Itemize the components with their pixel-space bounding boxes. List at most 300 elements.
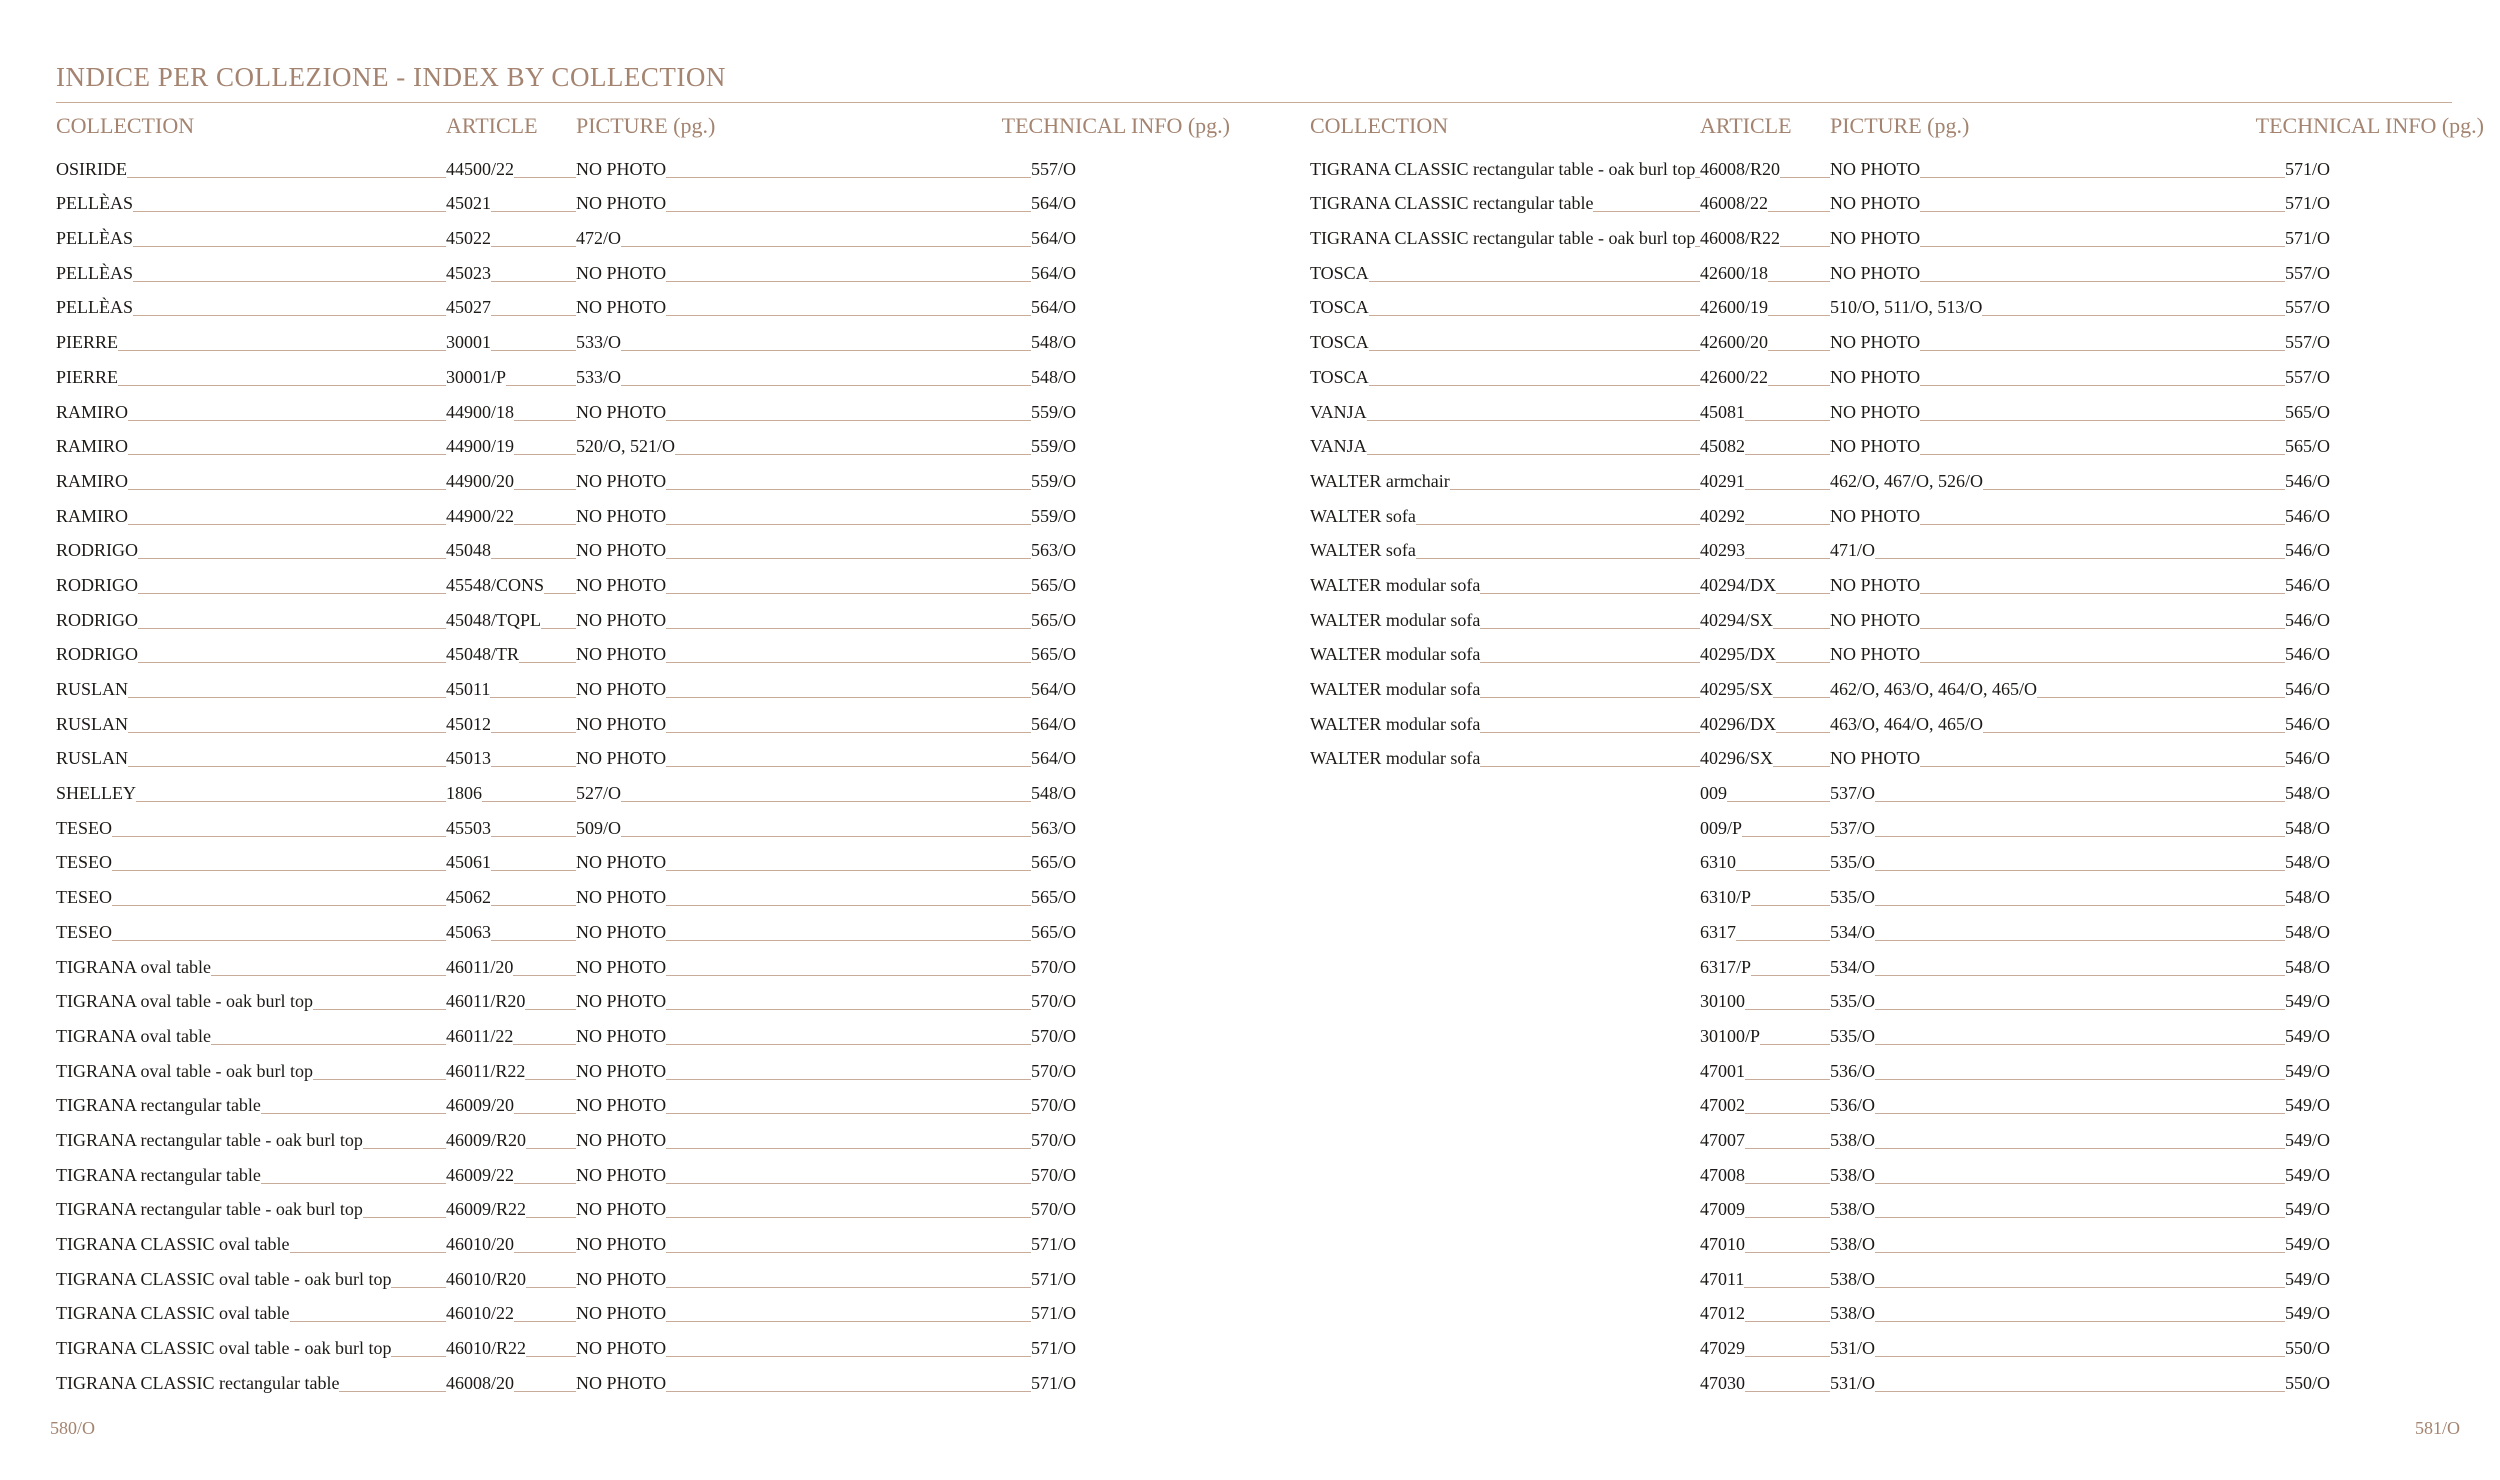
technical-info-text: 546/O bbox=[2285, 679, 2330, 699]
index-row bbox=[56, 285, 1078, 320]
technical-info-text: 549/O bbox=[2285, 1268, 2330, 1289]
cell-technical-info bbox=[2285, 401, 2332, 424]
index-row bbox=[56, 1360, 1078, 1395]
picture-text: 538/O bbox=[1830, 1268, 1875, 1289]
leader-line bbox=[1875, 870, 2285, 871]
leader-line bbox=[666, 420, 1031, 421]
picture-text: 535/O bbox=[1830, 1025, 1875, 1046]
picture-text: 535/O bbox=[1830, 852, 1875, 873]
leader-line bbox=[128, 524, 446, 525]
leader-line bbox=[1745, 1391, 1830, 1392]
collection-text: PIERRE bbox=[56, 332, 119, 353]
cell-picture bbox=[1830, 435, 2285, 458]
article-text: 6310 bbox=[1700, 852, 1736, 873]
cell-technical-info bbox=[2285, 331, 2332, 354]
technical-info-text: 549/O bbox=[2285, 1234, 2330, 1254]
cell-collection bbox=[1310, 1082, 1700, 1083]
cell-technical-info bbox=[1031, 227, 1078, 250]
collection-text: WALTER modular sofa bbox=[1310, 713, 1481, 734]
cell-article bbox=[1700, 470, 1830, 493]
article-text: 47001 bbox=[1700, 1060, 1745, 1081]
article-text: 44900/18 bbox=[446, 401, 515, 422]
collection-text: TIGRANA oval table bbox=[56, 956, 211, 977]
collection-text: TIGRANA CLASSIC oval table bbox=[56, 1303, 290, 1324]
cell-article bbox=[1700, 886, 1830, 909]
technical-info-text: 546/O bbox=[2285, 644, 2330, 665]
left-rows bbox=[56, 146, 1230, 1395]
column-headers bbox=[1310, 112, 2484, 144]
article-text: 46008/R22 bbox=[1700, 228, 1781, 249]
cell-technical-info bbox=[2285, 262, 2332, 285]
leader-line bbox=[1920, 454, 2285, 455]
cell-article bbox=[446, 435, 576, 458]
cell-collection bbox=[56, 192, 446, 215]
cell-collection bbox=[1310, 678, 1700, 701]
collection-text: TIGRANA CLASSIC rectangular table bbox=[56, 1372, 340, 1393]
leader-line bbox=[112, 905, 446, 906]
technical-info-text: 557/O bbox=[2285, 262, 2330, 283]
leader-line bbox=[1768, 385, 1830, 386]
cell-technical-info bbox=[1031, 1302, 1078, 1325]
leader-line bbox=[1875, 1287, 2285, 1288]
collection-text: TIGRANA oval table - oak burl top bbox=[56, 991, 313, 1012]
cell-picture bbox=[576, 435, 1031, 458]
cell-collection bbox=[56, 331, 446, 354]
cell-picture bbox=[1830, 1372, 2285, 1395]
collection-text: TOSCA bbox=[1310, 332, 1369, 353]
header-article: ARTICLE bbox=[446, 113, 538, 138]
leader-line bbox=[491, 766, 576, 767]
cell-picture bbox=[1830, 1025, 2285, 1048]
cell-technical-info bbox=[2285, 296, 2332, 319]
cell-collection bbox=[56, 1164, 446, 1187]
cell-collection bbox=[1310, 1047, 1700, 1048]
leader-line bbox=[290, 1252, 447, 1253]
leader-line bbox=[513, 1044, 576, 1045]
leader-line bbox=[1920, 593, 2285, 594]
article-text: 009/P bbox=[1700, 817, 1743, 838]
picture-text: NO PHOTO bbox=[576, 679, 667, 699]
cell-collection bbox=[1310, 978, 1700, 979]
leader-line bbox=[666, 1044, 1031, 1045]
cell-picture bbox=[1830, 990, 2285, 1013]
picture-text: NO PHOTO bbox=[576, 1095, 667, 1116]
leader-line bbox=[112, 870, 446, 871]
cell-picture bbox=[576, 643, 1031, 666]
cell-technical-info bbox=[1031, 435, 1078, 458]
index-row bbox=[56, 215, 1078, 250]
article-text: 46009/22 bbox=[446, 1164, 515, 1185]
collection-text: TESEO bbox=[56, 817, 112, 838]
cell-technical-info bbox=[2285, 227, 2332, 250]
leader-line bbox=[1369, 315, 1700, 316]
technical-info-text: 565/O bbox=[1031, 644, 1076, 665]
cell-article bbox=[1700, 192, 1830, 215]
article-text: 30100 bbox=[1700, 991, 1745, 1012]
article-text: 46010/22 bbox=[446, 1303, 515, 1324]
cell-collection bbox=[1310, 470, 1700, 493]
article-text: 40294/DX bbox=[1700, 574, 1776, 595]
collection-text: PELLÈAS bbox=[56, 193, 134, 214]
leader-line bbox=[675, 454, 1031, 455]
cell-picture bbox=[576, 747, 1031, 770]
leader-line bbox=[261, 1113, 446, 1114]
technical-info-text: 546/O bbox=[2285, 574, 2330, 595]
index-row bbox=[1310, 493, 2332, 528]
leader-line bbox=[1875, 801, 2285, 802]
technical-info-text: 549/O bbox=[2285, 991, 2330, 1012]
leader-line bbox=[621, 246, 1031, 247]
cell-picture bbox=[576, 505, 1031, 528]
cell-picture bbox=[1830, 817, 2285, 840]
leader-line bbox=[666, 1287, 1031, 1288]
leader-line bbox=[666, 1391, 1031, 1392]
technical-info-text: 563/O bbox=[1031, 540, 1076, 561]
index-row bbox=[56, 1291, 1078, 1326]
collection-text: TESEO bbox=[56, 921, 112, 942]
picture-text: 462/O, 467/O, 526/O bbox=[1830, 470, 1983, 491]
cell-article bbox=[446, 296, 576, 319]
index-row bbox=[1310, 805, 2332, 840]
index-row bbox=[56, 1256, 1078, 1291]
cell-technical-info bbox=[1031, 1164, 1078, 1187]
cell-article bbox=[1700, 1233, 1830, 1256]
cell-technical-info bbox=[2285, 1337, 2332, 1360]
picture-text: NO PHOTO bbox=[576, 574, 667, 595]
technical-info-text: 564/O bbox=[1031, 713, 1076, 734]
leader-line bbox=[1776, 732, 1830, 733]
leader-line bbox=[1450, 489, 1700, 490]
technical-info-text: 570/O bbox=[1031, 1095, 1076, 1116]
article-text: 42600/20 bbox=[1700, 332, 1769, 353]
picture-text: 536/O bbox=[1830, 1095, 1875, 1116]
article-text: 40293 bbox=[1700, 540, 1745, 561]
leader-line bbox=[112, 940, 446, 941]
technical-info-text: 559/O bbox=[1031, 436, 1076, 457]
leader-line bbox=[2037, 697, 2285, 698]
cell-technical-info bbox=[1031, 505, 1078, 528]
article-text: 42600/22 bbox=[1700, 366, 1769, 387]
leader-line bbox=[1920, 420, 2285, 421]
index-row bbox=[56, 562, 1078, 597]
cell-technical-info bbox=[1031, 1129, 1078, 1152]
article-text: 47009 bbox=[1700, 1199, 1745, 1220]
leader-line bbox=[482, 801, 576, 802]
cell-technical-info bbox=[1031, 851, 1078, 874]
index-row bbox=[56, 736, 1078, 771]
collection-text: TIGRANA CLASSIC oval table bbox=[56, 1234, 290, 1254]
cell-picture bbox=[576, 262, 1031, 285]
article-text: 45081 bbox=[1700, 401, 1745, 422]
cell-article bbox=[446, 1302, 576, 1325]
cell-article bbox=[1700, 643, 1830, 666]
picture-text: NO PHOTO bbox=[1830, 193, 1921, 214]
cell-technical-info bbox=[1031, 1025, 1078, 1048]
collection-text: RAMIRO bbox=[56, 470, 129, 491]
picture-text: NO PHOTO bbox=[576, 540, 667, 561]
leader-line bbox=[666, 1113, 1031, 1114]
cell-technical-info bbox=[1031, 539, 1078, 562]
leader-line bbox=[1768, 315, 1830, 316]
cell-technical-info bbox=[1031, 192, 1078, 215]
leader-line bbox=[1760, 1044, 1830, 1045]
index-row bbox=[56, 805, 1078, 840]
picture-text: 531/O bbox=[1830, 1372, 1875, 1393]
index-row bbox=[56, 1152, 1078, 1187]
picture-text: 537/O bbox=[1830, 817, 1875, 838]
cell-collection bbox=[56, 609, 446, 632]
cell-article bbox=[1700, 678, 1830, 701]
cell-picture bbox=[1830, 331, 2285, 354]
cell-technical-info bbox=[1031, 747, 1078, 770]
leader-line bbox=[526, 1217, 576, 1218]
leader-line bbox=[133, 315, 446, 316]
cell-picture bbox=[1830, 921, 2285, 944]
header-collection: COLLECTION bbox=[1310, 113, 1449, 138]
index-row bbox=[56, 389, 1078, 424]
cell-collection bbox=[56, 1233, 446, 1256]
collection-text: TIGRANA rectangular table bbox=[56, 1164, 261, 1185]
cell-collection bbox=[56, 956, 446, 979]
article-text: 46011/20 bbox=[446, 956, 514, 977]
technical-info-text: 546/O bbox=[2285, 748, 2330, 769]
technical-info-text: 570/O bbox=[1031, 956, 1076, 977]
collection-text: VANJA bbox=[1310, 436, 1367, 457]
leader-line bbox=[1875, 975, 2285, 976]
leader-line bbox=[1745, 489, 1830, 490]
leader-line bbox=[339, 1391, 446, 1392]
cell-technical-info bbox=[2285, 886, 2332, 909]
cell-technical-info bbox=[1031, 990, 1078, 1013]
cell-article bbox=[446, 1060, 576, 1083]
technical-info-text: 548/O bbox=[2285, 887, 2330, 908]
article-text: 46010/R22 bbox=[446, 1338, 527, 1359]
leader-line bbox=[491, 315, 576, 316]
article-text: 46010/R20 bbox=[446, 1268, 527, 1289]
article-text: 46008/20 bbox=[446, 1372, 515, 1393]
leader-line bbox=[1416, 524, 1700, 525]
leader-line bbox=[1875, 1391, 2285, 1392]
leader-line bbox=[128, 489, 446, 490]
cell-article bbox=[1700, 1337, 1830, 1360]
collection-text: RAMIRO bbox=[56, 436, 129, 457]
leader-line bbox=[621, 801, 1031, 802]
technical-info-text: 559/O bbox=[1031, 401, 1076, 422]
cell-technical-info bbox=[2285, 1060, 2332, 1083]
index-row bbox=[1310, 424, 2332, 459]
cell-picture bbox=[576, 1337, 1031, 1360]
leader-line bbox=[1773, 697, 1830, 698]
picture-text: NO PHOTO bbox=[576, 887, 667, 908]
picture-text: NO PHOTO bbox=[1830, 609, 1921, 630]
leader-line bbox=[666, 697, 1031, 698]
article-text: 1806 bbox=[446, 783, 482, 804]
cell-technical-info bbox=[2285, 1372, 2332, 1395]
leader-line bbox=[491, 246, 576, 247]
leader-line bbox=[211, 975, 446, 976]
picture-text: 527/O bbox=[576, 783, 621, 804]
technical-info-text: 546/O bbox=[2285, 505, 2330, 526]
cell-collection bbox=[56, 713, 446, 736]
cell-article bbox=[446, 921, 576, 944]
leader-line bbox=[514, 489, 576, 490]
leader-line bbox=[491, 211, 576, 212]
cell-picture bbox=[1830, 1268, 2285, 1291]
index-row bbox=[1310, 146, 2332, 181]
index-row bbox=[1310, 1083, 2332, 1118]
index-row bbox=[56, 1117, 1078, 1152]
cell-picture bbox=[576, 817, 1031, 840]
cell-picture bbox=[1830, 296, 2285, 319]
leader-line bbox=[127, 177, 446, 178]
index-row bbox=[56, 319, 1078, 354]
picture-text: NO PHOTO bbox=[576, 713, 667, 734]
cell-article bbox=[1700, 747, 1830, 770]
cell-technical-info bbox=[1031, 609, 1078, 632]
leader-line bbox=[1920, 246, 2285, 247]
collection-text: TIGRANA oval table bbox=[56, 1025, 211, 1046]
cell-article bbox=[1700, 782, 1830, 805]
cell-technical-info bbox=[2285, 1025, 2332, 1048]
cell-collection bbox=[56, 1129, 446, 1152]
leader-line bbox=[1920, 628, 2285, 629]
index-row bbox=[1310, 250, 2332, 285]
leader-line bbox=[1983, 489, 2285, 490]
cell-picture bbox=[1830, 505, 2285, 528]
leader-line bbox=[1751, 905, 1830, 906]
article-text: 45061 bbox=[446, 852, 491, 873]
cell-technical-info bbox=[2285, 782, 2332, 805]
cell-article bbox=[446, 1337, 576, 1360]
leader-line bbox=[1875, 1252, 2285, 1253]
index-row bbox=[56, 840, 1078, 875]
article-text: 44900/20 bbox=[446, 470, 515, 491]
leader-line bbox=[506, 385, 576, 386]
picture-text: 537/O bbox=[1830, 783, 1875, 804]
cell-collection bbox=[1310, 1186, 1700, 1187]
leader-line bbox=[666, 1217, 1031, 1218]
technical-info-text: 563/O bbox=[1031, 817, 1076, 838]
index-row bbox=[1310, 1152, 2332, 1187]
leader-line bbox=[1920, 350, 2285, 351]
technical-info-text: 549/O bbox=[2285, 1095, 2330, 1116]
article-text: 40296/DX bbox=[1700, 713, 1776, 734]
cell-picture bbox=[576, 470, 1031, 493]
leader-line bbox=[1369, 350, 1700, 351]
technical-info-text: 549/O bbox=[2285, 1164, 2330, 1185]
cell-article bbox=[446, 747, 576, 770]
leader-line bbox=[112, 836, 446, 837]
cell-picture bbox=[1830, 886, 2285, 909]
technical-info-text: 550/O bbox=[2285, 1338, 2330, 1359]
index-row bbox=[56, 1083, 1078, 1118]
cell-article bbox=[1700, 851, 1830, 874]
cell-article bbox=[1700, 505, 1830, 528]
collection-text: PIERRE bbox=[56, 366, 119, 387]
article-text: 44500/22 bbox=[446, 158, 515, 179]
cell-technical-info bbox=[1031, 1268, 1078, 1291]
article-text: 45013 bbox=[446, 748, 491, 769]
article-text: 45023 bbox=[446, 262, 491, 283]
picture-text: NO PHOTO bbox=[576, 158, 667, 179]
picture-text: NO PHOTO bbox=[1830, 401, 1921, 422]
picture-text: NO PHOTO bbox=[1830, 644, 1921, 665]
leader-line bbox=[1776, 662, 1830, 663]
technical-info-text: 549/O bbox=[2285, 1303, 2330, 1324]
cell-article bbox=[446, 227, 576, 250]
cell-picture bbox=[576, 990, 1031, 1013]
cell-collection bbox=[1310, 574, 1700, 597]
picture-text: NO PHOTO bbox=[576, 1372, 667, 1393]
leader-line bbox=[391, 1356, 446, 1357]
collection-text: TOSCA bbox=[1310, 366, 1369, 387]
article-text: 47029 bbox=[1700, 1338, 1745, 1359]
leader-line bbox=[1416, 558, 1700, 559]
index-row bbox=[56, 354, 1078, 389]
cell-collection bbox=[1310, 804, 1700, 805]
index-row bbox=[1310, 528, 2332, 563]
leader-line bbox=[1768, 211, 1830, 212]
cell-picture bbox=[576, 1025, 1031, 1048]
technical-info-text: 565/O bbox=[1031, 852, 1076, 873]
cell-article bbox=[446, 851, 576, 874]
index-row bbox=[56, 458, 1078, 493]
article-text: 46011/22 bbox=[446, 1025, 514, 1046]
cell-technical-info bbox=[2285, 1094, 2332, 1117]
cell-picture bbox=[1830, 1164, 2285, 1187]
picture-text: NO PHOTO bbox=[576, 297, 667, 318]
leader-line bbox=[1480, 628, 1700, 629]
index-row bbox=[56, 1013, 1078, 1048]
article-text: 46009/R20 bbox=[446, 1129, 527, 1150]
leader-line bbox=[491, 281, 576, 282]
index-row bbox=[1310, 736, 2332, 771]
cell-picture bbox=[576, 886, 1031, 909]
leader-line bbox=[1745, 1217, 1830, 1218]
leader-line bbox=[1875, 558, 2285, 559]
picture-text: NO PHOTO bbox=[576, 193, 667, 214]
picture-text: NO PHOTO bbox=[576, 991, 667, 1012]
cell-technical-info bbox=[2285, 713, 2332, 736]
leader-line bbox=[526, 1148, 576, 1149]
picture-text: NO PHOTO bbox=[576, 1234, 667, 1254]
picture-text: 538/O bbox=[1830, 1234, 1875, 1254]
article-text: 45062 bbox=[446, 887, 491, 908]
leader-line bbox=[514, 1113, 576, 1114]
cell-picture bbox=[576, 1060, 1031, 1083]
cell-collection bbox=[56, 886, 446, 909]
cell-picture bbox=[1830, 1060, 2285, 1083]
technical-info-text: 557/O bbox=[2285, 297, 2330, 318]
article-text: 45021 bbox=[446, 193, 491, 214]
picture-text: 535/O bbox=[1830, 991, 1875, 1012]
leader-line bbox=[128, 766, 446, 767]
cell-picture bbox=[1830, 158, 2285, 181]
picture-text: 471/O bbox=[1830, 540, 1875, 561]
leader-line bbox=[1480, 697, 1700, 698]
article-text: 45011 bbox=[446, 679, 491, 699]
index-row bbox=[1310, 1013, 2332, 1048]
index-row bbox=[56, 146, 1078, 181]
collection-text: TIGRANA rectangular table bbox=[56, 1095, 261, 1116]
collection-text: RUSLAN bbox=[56, 748, 129, 769]
picture-text: NO PHOTO bbox=[576, 1268, 667, 1289]
picture-text: NO PHOTO bbox=[1830, 505, 1921, 526]
leader-line bbox=[666, 732, 1031, 733]
technical-info-text: 557/O bbox=[1031, 158, 1076, 179]
leader-line bbox=[1367, 454, 1700, 455]
cell-article bbox=[1700, 539, 1830, 562]
